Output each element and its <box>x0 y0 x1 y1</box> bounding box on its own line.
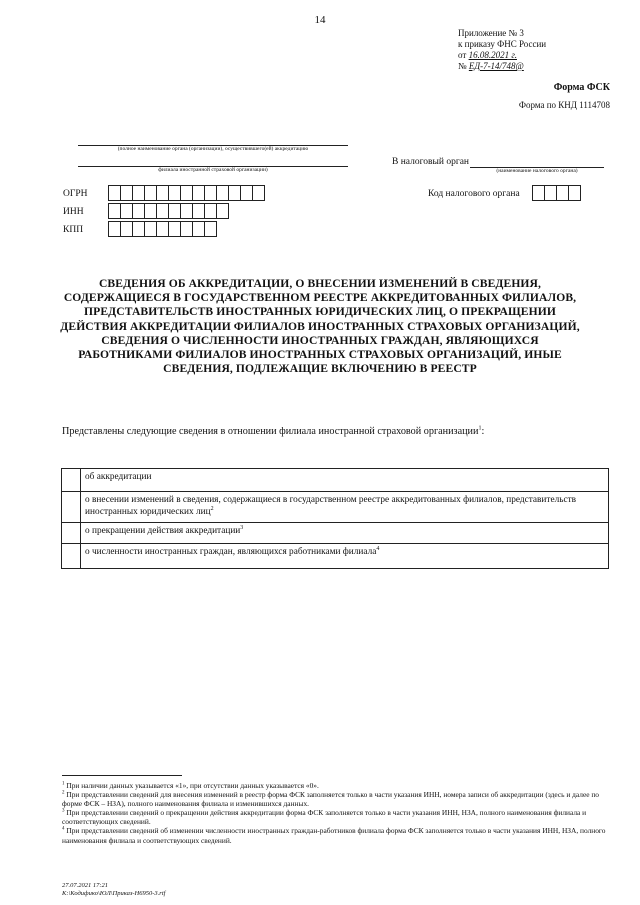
file-stamp <box>62 882 165 898</box>
option-checkbox-accreditation[interactable] <box>62 469 81 492</box>
cell[interactable] <box>252 185 265 201</box>
footnote-text: При представлении сведений о прекращении действия аккредитации форма ФСК заполняется только в части указания ИНН, НЗА, полного наименования филиала и соответствующих сведений. <box>62 808 587 827</box>
footnote-divider <box>62 775 182 776</box>
annex-line2: к приказу ФНС России <box>458 39 547 49</box>
form-code: Форма по КНД 1114708 <box>518 100 610 110</box>
cell[interactable] <box>568 185 581 201</box>
option-footnote-ref: 4 <box>376 545 380 552</box>
option-label <box>81 469 609 492</box>
annex-date-line <box>458 50 628 61</box>
option-label <box>81 544 609 569</box>
option-footnote-ref: 2 <box>210 505 214 512</box>
cell[interactable] <box>204 221 217 237</box>
stamp-filepath: К:\Кодифико\ЮЛ\Приказ-Н6950-3.rtf <box>62 890 166 897</box>
option-row-termination <box>62 523 609 544</box>
document-heading: СВЕДЕНИЯ ОБ АККРЕДИТАЦИИ, О ВНЕСЕНИИ ИЗМЕНЕНИЙ В СВЕДЕНИЯ, СОДЕРЖАЩИЕСЯ В ГОСУДАРСТВЕННОМ РЕЕСТРЕ АККРЕДИТОВАННЫХ ФИЛИАЛОВ, ПРЕДСТАВИТЕЛЬСТВ ИНОСТРАННЫХ ЮРИДИЧЕСКИХ ЛИЦ, О ПРЕКРАЩЕНИИ ДЕЙСТВИЯ АККРЕДИТАЦИИ ФИЛИАЛОВ ИНОСТРАННЫХ СТРАХОВЫХ ОРГАНИЗАЦИЙ, СВЕДЕНИЯ О ЧИСЛЕННОСТИ ИНОСТРАННЫХ ГРАЖДАН, ЯВЛЯЮЩИХСЯ РАБОТНИКАМИ ФИЛИАЛОВ ИНОСТРАННЫХ СТРАХОВЫХ ОРГАНИЗАЦИЙ, ИНЫЕ СВЕДЕНИЯ, ПОДЛЕЖАЩИЕ ВКЛЮЧЕНИЮ В РЕЕСТР <box>60 277 580 376</box>
footnote-3 <box>62 808 614 826</box>
inn-cells[interactable] <box>108 203 228 219</box>
page-number: 14 <box>314 14 326 26</box>
footnote-text: При представлении сведений об изменении численности иностранных граждан-работников филиала форма ФСК заполняется только в части указания ИНН, НЗА, полного наименования филиала и соответствующих сведений. <box>62 826 606 845</box>
tax-authority-label: В налоговый орган <box>392 157 470 167</box>
ogrn-cells[interactable] <box>108 185 264 201</box>
footnote-2 <box>62 790 614 808</box>
form-title: Форма ФСК <box>553 82 610 93</box>
org-caption-2: филиала иностранной страховой организации) <box>158 167 268 173</box>
option-checkbox-termination[interactable] <box>62 523 81 544</box>
intro-text <box>62 426 484 437</box>
tax-authority-caption: (наименование налогового органа) <box>496 168 578 174</box>
ogrn-label: ОГРН <box>63 189 88 199</box>
annex-number-prefix: № <box>458 61 467 71</box>
intro-footnote-ref: 1 <box>478 425 482 432</box>
intro-colon: : <box>481 426 485 437</box>
stamp-datetime: 27.07.2021 17:21 <box>62 882 109 889</box>
footnote-number: 3 <box>62 808 65 814</box>
option-row-changes <box>62 492 609 523</box>
footnote-text: При представлении сведений для внесения изменений в реестр форма ФСК заполняется только в части указания ИНН, номера записи об аккредитации (здесь и далее по форме ФСК – НЗА), полного наименования филиала и изменившихся данных. <box>62 790 600 809</box>
footnote-number: 1 <box>62 781 65 787</box>
org-caption-1: (полное наименование органа (организации), осуществившего(ей) аккредитацию <box>117 146 309 152</box>
tax-code-cells[interactable] <box>532 185 580 201</box>
footnote-text: При наличии данных указывается «1», при отсутствии данных указывается «0». <box>66 781 319 790</box>
option-checkbox-changes[interactable] <box>62 492 81 523</box>
option-label <box>81 523 609 544</box>
cell[interactable] <box>216 203 229 219</box>
tax-code-label: Код налогового органа <box>428 189 520 199</box>
annex-date: 16.08.2021 г. <box>468 50 517 60</box>
option-checkbox-headcount[interactable] <box>62 544 81 569</box>
option-text: о численности иностранных граждан, являющихся работниками филиала <box>85 547 377 557</box>
inn-label: ИНН <box>63 207 84 217</box>
option-text: о прекращении действия аккредитации <box>85 526 241 536</box>
footnotes <box>62 781 614 845</box>
option-row-headcount <box>62 544 609 569</box>
footnote-1 <box>62 781 614 790</box>
intro-main: Представлены следующие сведения в отношении филиала иностранной страховой организации <box>62 426 479 437</box>
option-text: об аккредитации <box>85 472 152 482</box>
options-table <box>61 468 609 569</box>
footnote-number: 2 <box>62 790 65 796</box>
option-row-accreditation <box>62 469 609 492</box>
annex-number-line <box>458 61 628 72</box>
option-footnote-ref: 3 <box>240 524 244 531</box>
annex-block <box>458 28 628 72</box>
footnote-4 <box>62 826 614 844</box>
annex-line1: Приложение № 3 <box>458 28 524 38</box>
kpp-label: КПП <box>63 225 84 235</box>
annex-order-number: ЕД-7-14/748@ <box>468 61 524 71</box>
footnote-number: 4 <box>62 827 65 832</box>
annex-date-prefix: от <box>458 50 467 60</box>
option-text: о внесении изменений в сведения, содержащиеся в государственном реестре аккредитованных филиалов, представительств иностранных юридических лиц <box>85 495 577 517</box>
kpp-cells[interactable] <box>108 221 216 237</box>
option-label <box>81 492 609 523</box>
